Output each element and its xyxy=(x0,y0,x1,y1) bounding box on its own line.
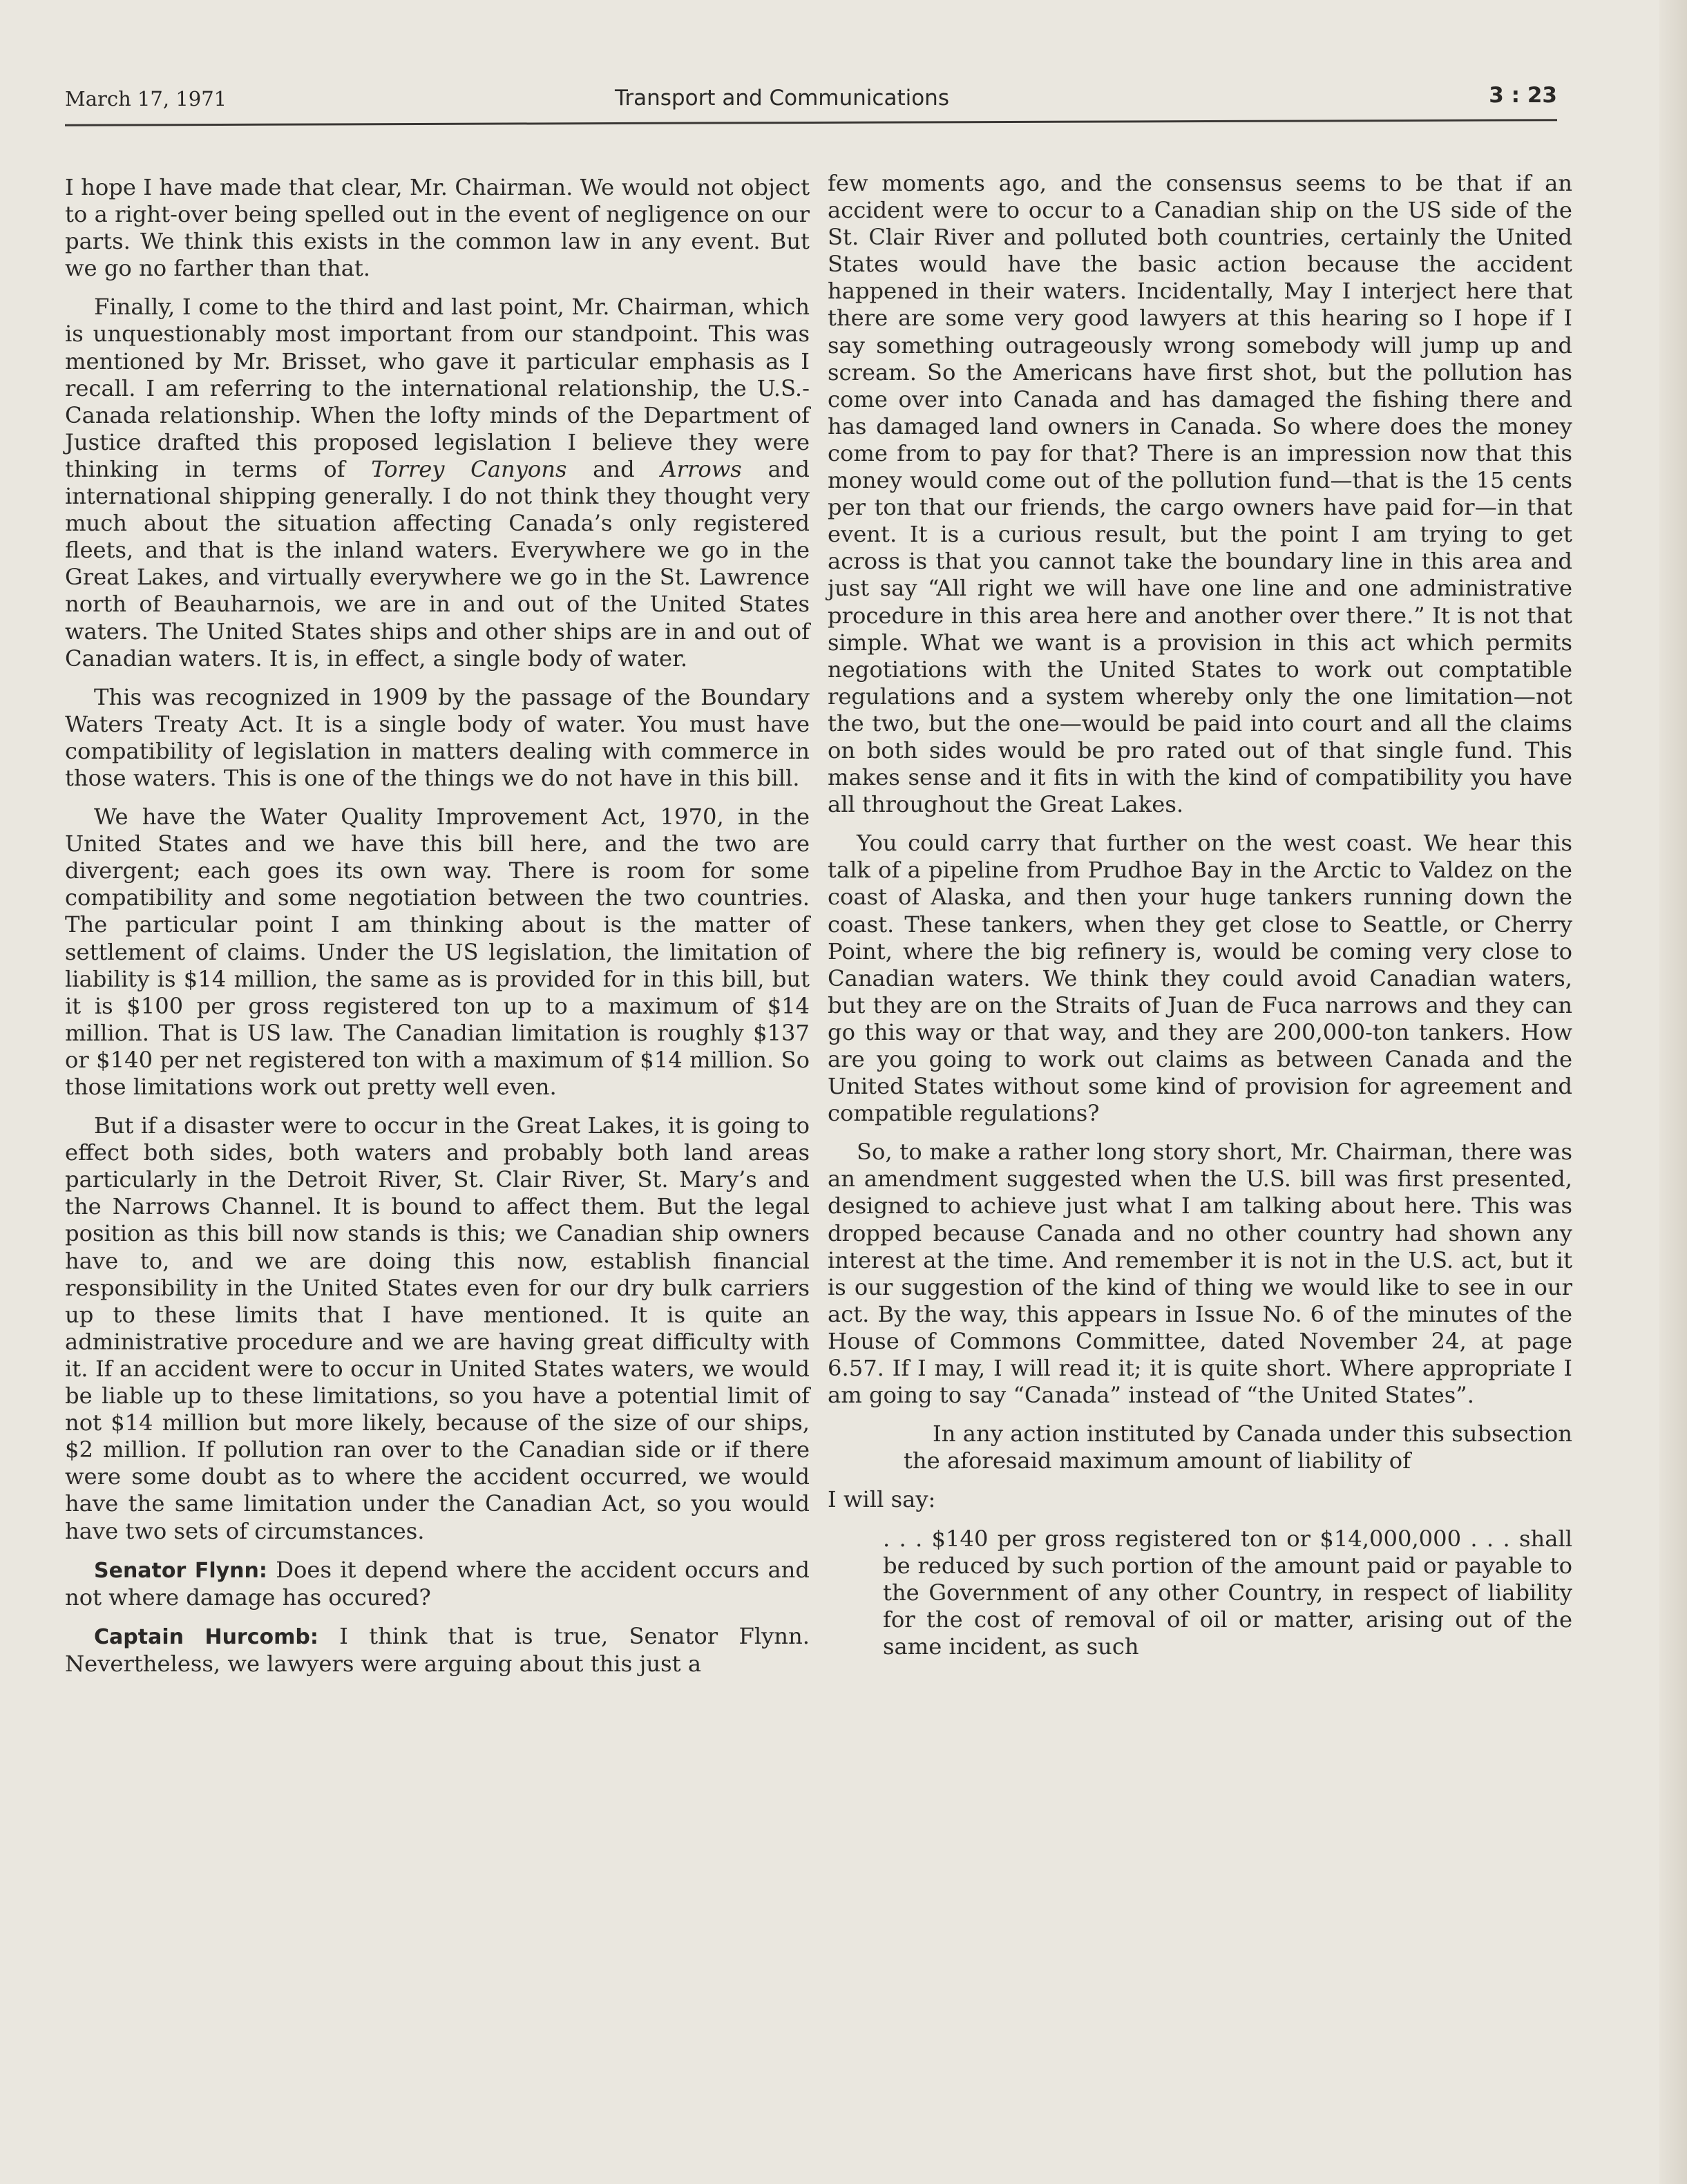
paragraph: Finally, I come to the third and last point, Mr. Chairman, which is unquestionably most important from our standpoint. This was mentioned by Mr. Brisset, who gave it particular emphasis as I recall. I am referring to the international relationship, the U.S.-Canada relationship. When the lofty minds of the Department of Justice drafted this proposed legislation I believe they were thinking in terms of Torrey Canyons and Arrows and international shipping generally. I do not think they thought very much about the situation affecting Canada’s only registered fleets, and that is the inland waters. Everywhere we go in the Great Lakes, and virtually everywhere we go in the St. Lawrence north of Beauharnois, we are in and out of the United States waters. The United States ships and other ships are in and out of Canadian waters. It is, in effect, a single body of water. xyxy=(65,294,810,672)
header-title: Transport and Communications xyxy=(615,86,949,111)
paragraph: We have the Water Quality Improvement Act, 1970, in the United States and we have this bill here, and the two are divergent; each goes its own way. There is room for some compatibility and some negotiation between the two countries. The particular point I am thinking about is the matter of settlement of claims. Under the US legislation, the limitation of liability is $14 million, the same as is provided for in this bill, but it is $100 per gross registered ton up to a maximum of $14 million. That is US law. The Canadian limitation is roughly $137 or $140 per net registered ton with a maximum of $14 million. So those limitations work out pretty well even. xyxy=(65,804,810,1100)
header-page-number: 3 : 23 xyxy=(1489,83,1557,108)
paragraph: I will say: xyxy=(828,1486,936,1513)
speaker-name: Senator Flynn: xyxy=(94,1558,267,1583)
paragraph: So, to make a rather long story short, Mr. Chairman, there was an amendment suggested when the U.S. bill was first presented, designed to achieve just what I am talking about here. This was dropped because Canada and no other country had shown any interest at the time. And remember it is not in the U.S. act, but it is our suggestion of the kind of thing we would like to see in our act. By the way, this appears in Issue No. 6 of the minutes of the House of Commons Committee, dated November 24, at page 6.57. If I may, I will read it; it is quite short. Where appropriate I am going to say “Canada” instead of “the United States”. xyxy=(828,1139,1572,1409)
block-quote: . . . $140 per gross registered ton or $14,000,000 . . . shall be reduced by such portion of the amount paid or payable to the Government of any other Country, in respect of liability for the cost of removal of oil or matter, arising out of the same incident, as such xyxy=(883,1525,1572,1660)
paragraph: This was recognized in 1909 by the passage of the Boundary Waters Treaty Act. It is a single body of water. You must have compatibility of legislation in matters dealing with commerce in those waters. This is one of the things we do not have in this bill. xyxy=(65,683,810,791)
speech-paragraph: Captain Hurcomb: I think that is true, Senator Flynn. Nevertheless, we lawyers were arguing about this just a xyxy=(65,1622,810,1677)
page-edge xyxy=(1659,0,1687,2184)
speaker-name: Captain Hurcomb: xyxy=(94,1624,318,1649)
header-date: March 17, 1971 xyxy=(65,87,227,111)
left-column xyxy=(65,174,810,1689)
paragraph: few moments ago, and the consensus seems to be that if an accident were to occur to a Canadian ship on the US side of the St. Clair River and polluted both countries, certainly the United States would have the basic action because the accident happened in their waters. Incidentally, May I interject here that there are some very good lawyers at this hearing so I hope if I say something outrageously wrong somebody will jump up and scream. So the Americans have first shot, but the pollution has come over into Canada and has damaged the fishing there and has damaged land owners in Canada. So where does the money come from to pay for that? There is an impression now that this money would come out of the pollution fund—that is the 15 cents per ton that our friends, the cargo owners have paid for—in that event. It is a curious result, but the point I am trying to get across is that you cannot take the boundary line in this area and just say “All right we will have one line and one administrative procedure in this area here and another over there.” It is not that simple. What we want is a provision in this act which permits negotiations with the United States to work out comptatible regulations and a system whereby only the one limitation—not the two, but the one—would be paid into court and all the claims on both sides would be pro rated out of that single fund. This makes sense and it fits in with the kind of compatibility you have all throughout the Great Lakes. xyxy=(828,170,1572,818)
paragraph: But if a disaster were to occur in the Great Lakes, it is going to effect both sides, both waters and probably both land areas particularly in the Detroit River, St. Clair River, St. Mary’s and the Narrows Channel. It is bound to affect them. But the legal position as this bill now stands is this; we Canadian ship owners have to, and we are doing this now, establish financial responsibility in the United States even for our dry bulk carriers up to these limits that I have mentioned. It is quite an administrative procedure and we are having great difficulty with it. If an accident were to occur in United States waters, we would be liable up to these limitations, so you have a potential limit of not $14 million but more likely, because of the size of our ships, $2 million. If pollution ran over to the Canadian side or if there were some doubt as to where the accident occurred, we would have the same limitation under the Canadian Act, so you would have two sets of circumstances. xyxy=(65,1112,810,1544)
paragraph: You could carry that further on the west coast. We hear this talk of a pipeline from Prudhoe Bay in the Arctic to Valdez on the coast of Alaska, and then your huge tankers running down the coast. These tankers, when they get close to Seattle, or Cherry Point, where the big refinery is, would be coming very close to Canadian waters. We think they could avoid Canadian waters, but they are on the Straits of Juan de Fuca narrows and they can go this way or that way, and they are 200,000-ton tankers. How are you going to work out claims as between Canada and the United States without some kind of provision for agreement and compatible regulations? xyxy=(828,830,1572,1127)
right-column xyxy=(828,170,1572,1672)
speech-paragraph: Senator Flynn: Does it depend where the accident occurs and not where damage has occured? xyxy=(65,1556,810,1611)
paragraph: I hope I have made that clear, Mr. Chairman. We would not object to a right-over being spelled out in the event of negligence on our parts. We think this exists in the common law in any event. But we go no farther than that. xyxy=(65,174,810,282)
block-quote: In any action instituted by Canada under this subsection the aforesaid maximum amount of liability of xyxy=(904,1421,1572,1474)
